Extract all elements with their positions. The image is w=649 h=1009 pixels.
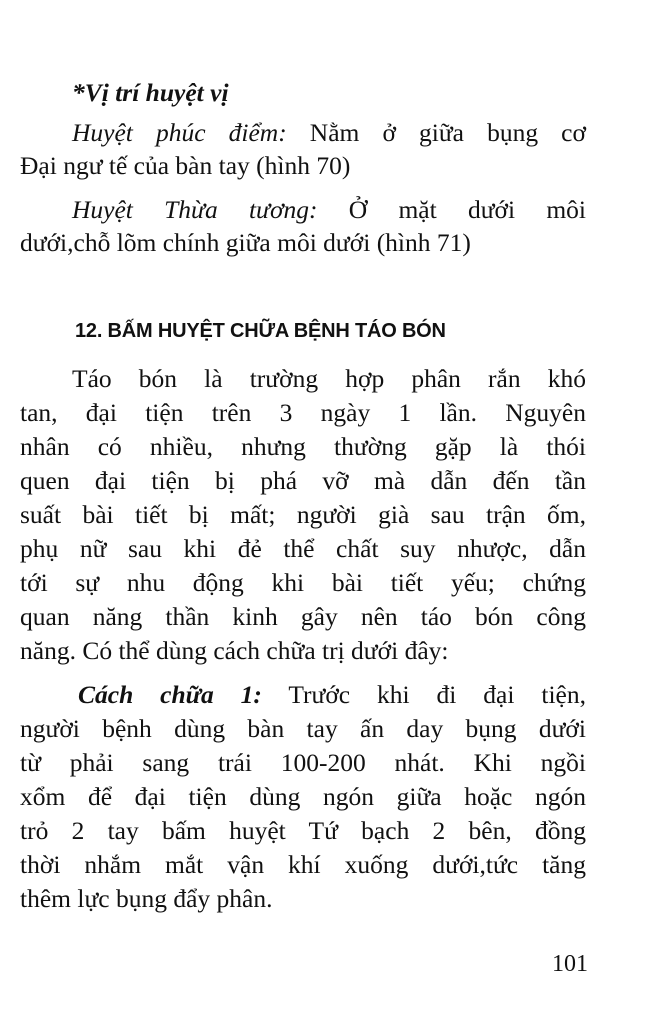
method-label: Cách chữa 1: [78,680,262,709]
method-first-text: Trước khi đi đại tiện, [261,680,586,709]
point-phuc-diem-line-2: Đại ngư tế của bàn tay (hình 70) [20,151,351,180]
point-phuc-diem-desc: Nằm ở giữa bụng cơ [286,118,586,147]
page-number: 101 [552,951,588,977]
method-line: thời nhắm mắt vận khí xuống dưới,tức tăng [20,850,586,879]
method-line: trỏ 2 tay bấm huyệt Tứ bạch 2 bên, đồng [20,816,586,845]
method-line: xổm để đại tiện dùng ngón giữa hoặc ngón [20,782,586,811]
intro-line: phụ nữ sau khi đẻ thể chất suy nhược, dẫn [20,534,586,563]
intro-line: Táo bón là trường hợp phân rắn khó [72,364,586,393]
intro-line: quan năng thần kinh gây nên táo bón công [20,602,586,631]
intro-line: nhân có nhiều, nhưng thường gặp là thói [20,432,586,461]
intro-line: tan, đại tiện trên 3 ngày 1 lần. Nguyên [20,398,586,427]
method-line: từ phải sang trái 100-200 nhát. Khi ngồi [20,748,586,777]
intro-line: tới sự nhu động khi bài tiết yếu; chứng [20,568,586,597]
intro-line: năng. Có thể dùng cách chữa trị dưới đây: [20,636,449,665]
location-subheading: *Vị trí huyệt vị [72,78,229,107]
method-line: người bệnh dùng bàn tay ấn day bụng dưới [20,714,586,743]
point-thua-tuong-line-1 [72,195,586,225]
point-thua-tuong-desc: Ở mặt dưới môi [317,195,586,224]
point-phuc-diem-line-1 [72,118,586,148]
point-thua-tuong-line-2: dưới,chỗ lõm chính giữa môi dưới (hình 71) [20,228,471,257]
point-thua-tuong-term: Huyệt Thừa tương: [72,195,318,224]
method-line: thêm lực bụng đẩy phân. [20,884,273,913]
section-heading: 12. BẤM HUYỆT CHỮA BỆNH TÁO BÓN [75,320,446,342]
intro-line: suất bài tiết bị mất; người già sau trận ốm, [20,500,586,529]
method-line [78,680,586,710]
intro-line: quen đại tiện bị phá vỡ mà dẫn đến tần [20,466,586,495]
point-phuc-diem-term: Huyệt phúc điểm: [72,118,287,147]
